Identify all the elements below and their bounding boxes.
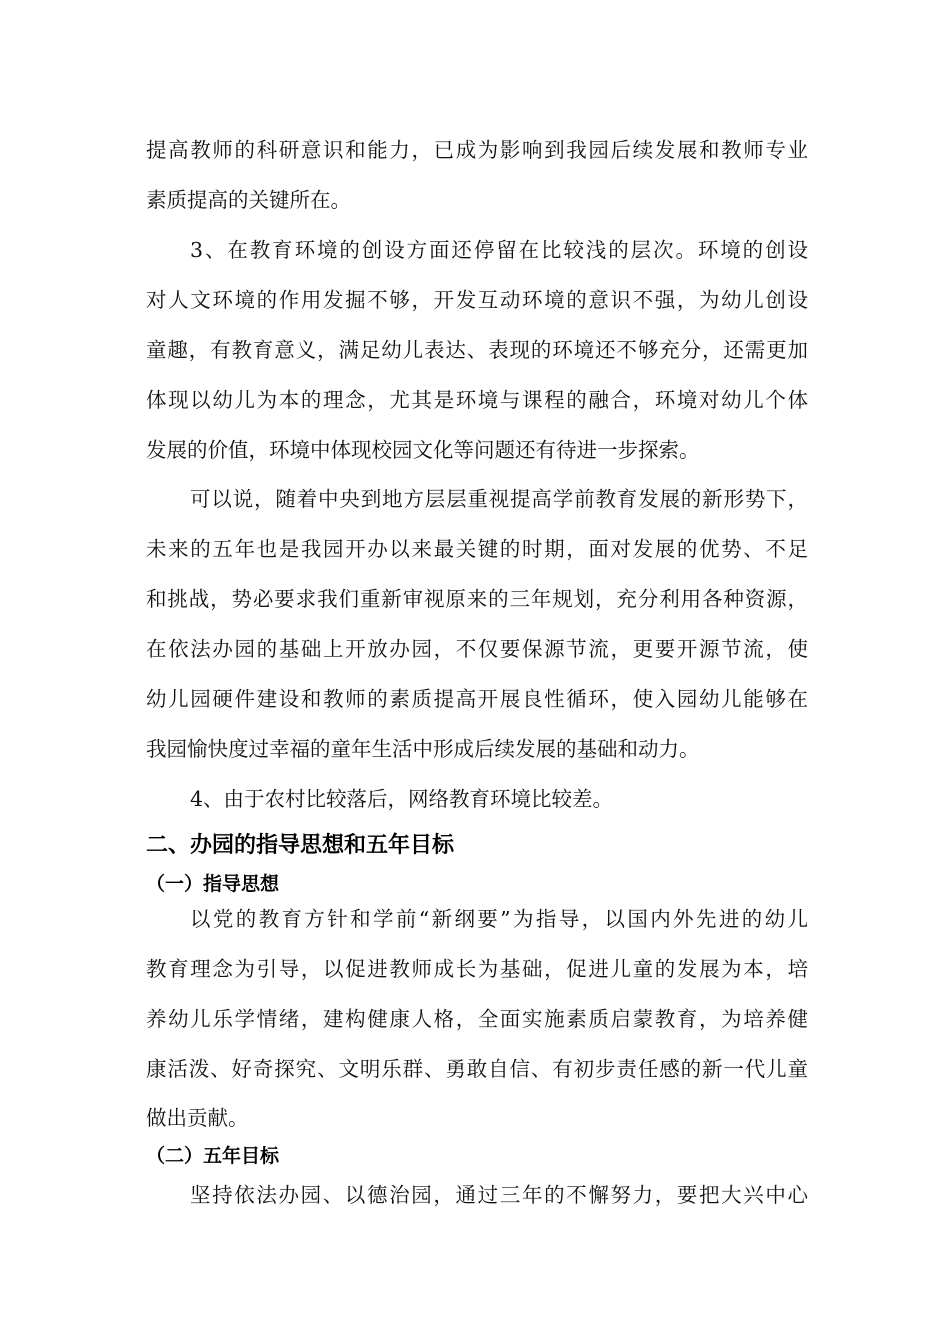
paragraph-line: 未来的五年也是我园开办以来最关键的时期，面对发展的优势、不足 (146, 537, 808, 561)
subsection-heading: （二）五年目标 (146, 1145, 280, 1167)
paragraph-line: 教育理念为引导，以促进教师成长为基础，促进儿童的发展为本，培 (146, 957, 808, 981)
paragraph-line: 以党的教育方针和学前“新纲要”为指导，以国内外先进的幼儿 (190, 907, 808, 931)
paragraph-line: 提高教师的科研意识和能力，已成为影响到我园后续发展和教师专业 (146, 138, 808, 162)
paragraph-line: 3、在教育环境的创设方面还停留在比较浅的层次。环境的创设 (190, 238, 808, 262)
paragraph-line: 和挑战，势必要求我们重新审视原来的三年规划，充分利用各种资源， (146, 587, 808, 611)
paragraph-line: 康活泼、好奇探究、文明乐群、勇敢自信、有初步责任感的新一代儿童 (146, 1057, 808, 1081)
subsection-heading: （一）指导思想 (146, 873, 280, 895)
paragraph-line: 体现以幼儿为本的理念，尤其是环境与课程的融合，环境对幼儿个体 (146, 388, 808, 412)
paragraph-line: 在依法办园的基础上开放办园，不仅要保源节流，更要开源节流，使 (146, 637, 808, 661)
paragraph-line: 可以说，随着中央到地方层层重视提高学前教育发展的新形势下， (190, 487, 808, 511)
paragraph-line: 养幼儿乐学情绪，建构健康人格，全面实施素质启蒙教育，为培养健 (146, 1007, 808, 1031)
paragraph-line: 4、由于农村比较落后，网络教育环境比较差。 (190, 787, 614, 811)
section-heading: 二、办园的指导思想和五年目标 (146, 833, 455, 858)
paragraph-line: 我园愉快度过幸福的童年生活中形成后续发展的基础和动力。 (146, 737, 700, 761)
paragraph-line: 童趣，有教育意义，满足幼儿表达、表现的环境还不够充分，还需更加 (146, 338, 808, 362)
paragraph-line: 坚持依法办园、以德治园，通过三年的不懈努力，要把大兴中心 (190, 1183, 808, 1207)
paragraph-line: 对人文环境的作用发掘不够，开发互动环境的意识不强，为幼儿创设 (146, 288, 808, 312)
paragraph-line: 幼儿园硬件建设和教师的素质提高开展良性循环，使入园幼儿能够在 (146, 687, 808, 711)
paragraph-line: 素质提高的关键所在。 (146, 188, 351, 212)
paragraph-line: 发展的价值，环境中体现校园文化等问题还有待进一步探索。 (146, 438, 700, 462)
paragraph-line: 做出贡献。 (146, 1106, 249, 1130)
